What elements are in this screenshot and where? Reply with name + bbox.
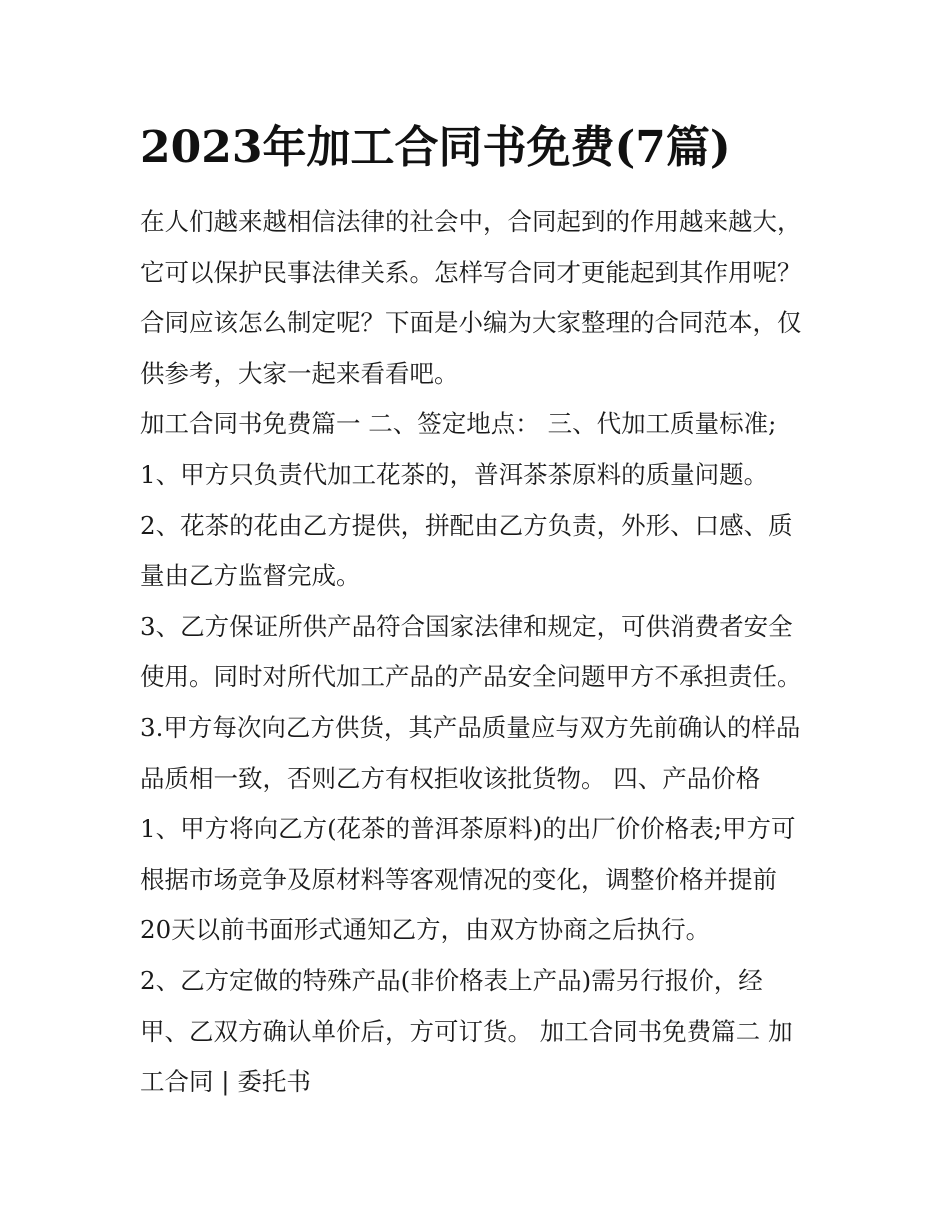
body-line: 1、甲方只负责代加工花茶的，普洱茶茶原料的质量问题。	[140, 459, 769, 489]
document-title: 2023年加工合同书免费(7篇)	[140, 122, 731, 173]
body-line: 1、甲方将向乙方(花茶的普洱茶原料)的出厂价价格表;甲方可	[140, 814, 796, 844]
body-line: 2、花茶的花由乙方提供，拼配由乙方负责，外形、口感、质	[140, 510, 793, 540]
body-line: 根据市场竞争及原材料等客观情况的变化，调整价格并提前	[140, 864, 777, 894]
body-line: 工合同 | 委托书	[140, 1067, 311, 1097]
body-line: 在人们越来越相信法律的社会中，合同起到的作用越来越大，	[140, 207, 802, 236]
body-line: 品质相一致，否则乙方有权拒收该批货物。 四、产品价格	[140, 763, 761, 793]
body-line: 2、乙方定做的特殊产品(非价格表上产品)需另行报价，经	[140, 965, 763, 995]
body-line: 20天以前书面形式通知乙方，由双方协商之后执行。	[140, 915, 711, 945]
body-line: 加工合同书免费篇一 二、签定地点： 三、代加工质量标准;	[140, 409, 777, 439]
body-line: 合同应该怎么制定呢？下面是小编为大家整理的合同范本，仅	[140, 308, 802, 338]
body-line: 3、乙方保证所供产品符合国家法律和规定，可供消费者安全	[140, 611, 793, 641]
body-line: 使用。同时对所代加工产品的产品安全问题甲方不承担责任。	[140, 662, 802, 692]
document-body	[140, 197, 830, 1108]
body-line: 甲、乙双方确认单价后，方可订货。 加工合同书免费篇二 加	[140, 1016, 793, 1046]
body-line: 量由乙方监督完成。	[140, 561, 361, 591]
body-line: 3.甲方每次向乙方供货，其产品质量应与双方先前确认的样品	[140, 712, 801, 742]
body-line: 供参考，大家一起来看看吧。	[140, 358, 459, 388]
body-line: 它可以保护民事法律关系。怎样写合同才更能起到其作用呢？	[140, 257, 802, 287]
